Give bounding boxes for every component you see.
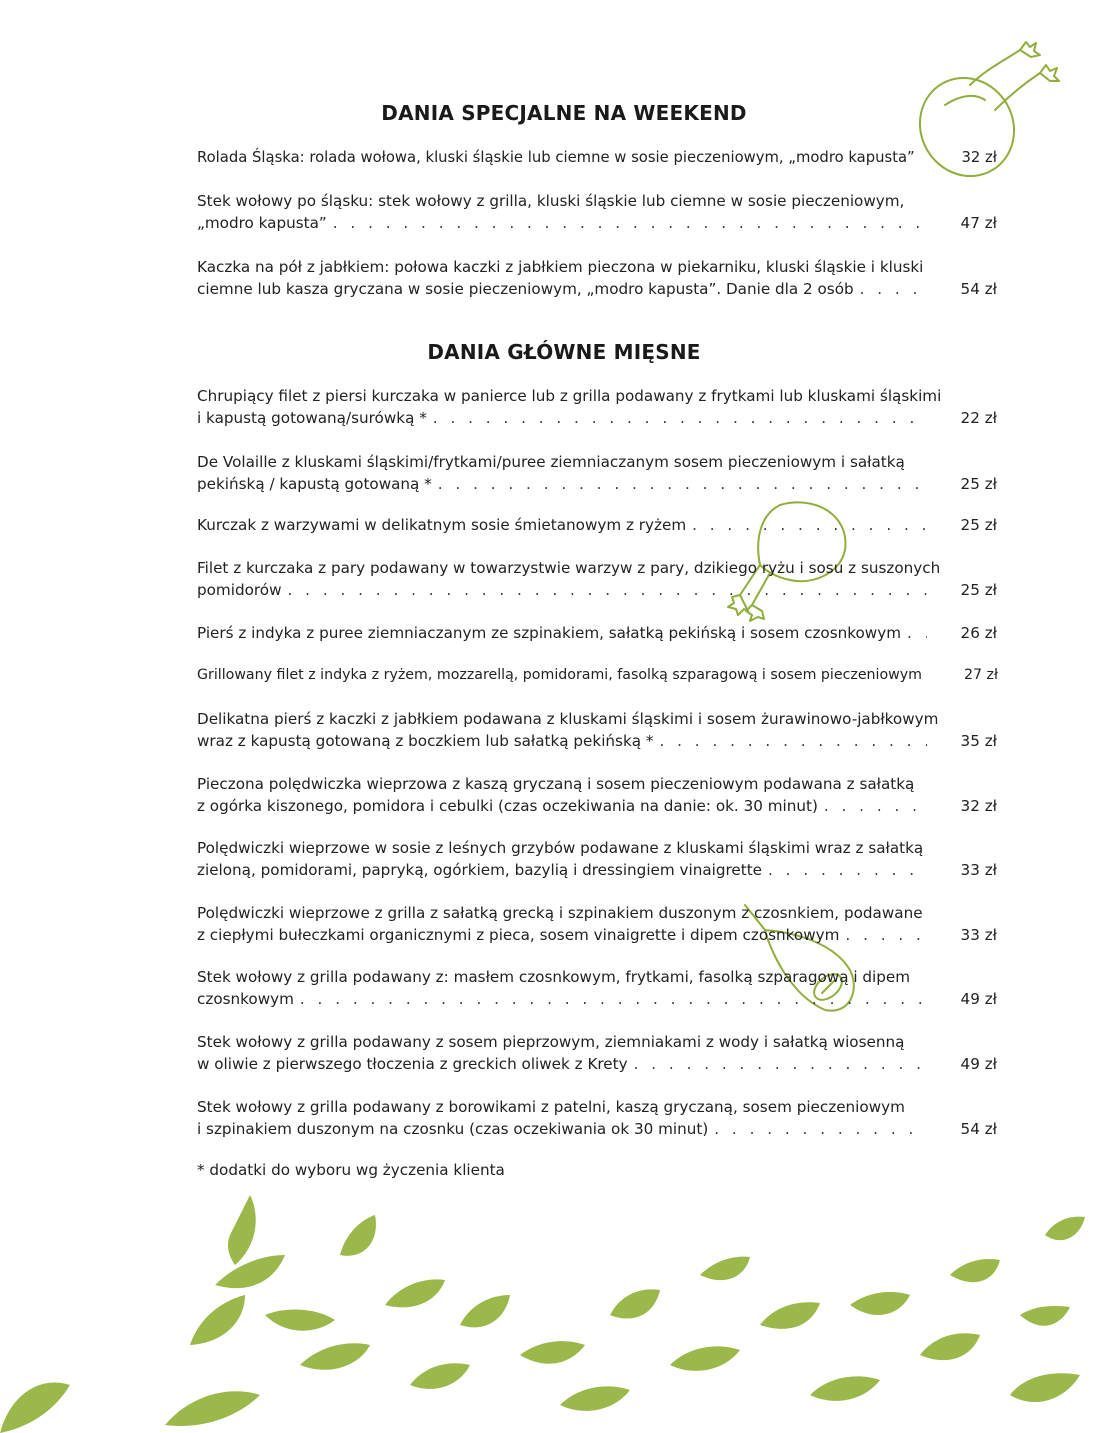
menu-item-description: czosnkowym	[197, 990, 294, 1008]
menu-item-price: 25 zł	[960, 475, 997, 493]
menu-item-price: 25 zł	[960, 581, 997, 599]
menu-item-last-line	[197, 407, 997, 429]
menu-item-description: Kaczka na pół z jabłkiem: połowa kaczki z jabłkiem pieczona w piekarniku, kluski śląskie i kluski	[197, 258, 924, 276]
menu-item-last-line	[197, 795, 997, 817]
dot-leader	[433, 407, 927, 429]
menu-item-price: 26 zł	[960, 624, 997, 642]
menu-item-description: pomidorów	[197, 581, 282, 599]
dot-leader	[768, 859, 927, 881]
menu-item-description: Kurczak z warzywami w delikatnym sosie śmietanowym z ryżem	[197, 516, 687, 534]
menu-item-price: 47 zł	[960, 214, 997, 232]
menu-item-description: z ogórka kiszonego, pomidora i cebulki (czas oczekiwania na danie: ok. 30 minut)	[197, 797, 818, 815]
menu-item-description: Stek wołowy z grilla podawany z sosem pieprzowym, ziemniakami z wody i sałatką wiosenną	[197, 1033, 905, 1051]
menu-item	[197, 557, 997, 601]
menu-item-last-line	[197, 859, 997, 881]
menu-item-description: Rolada Śląska: rolada wołowa, kluski śląskie lub ciemne w sosie pieczeniowym, „modro kapusta”	[197, 149, 915, 166]
menu-item-price: 33 zł	[960, 861, 997, 879]
menu-item-price: 54 zł	[960, 1120, 997, 1138]
menu-item-description: pekińską / kapustą gotowaną *	[197, 475, 432, 493]
menu-item-description: w oliwie z pierwszego tłoczenia z greckich oliwek z Krety	[197, 1055, 628, 1073]
menu-item	[197, 190, 997, 234]
section-title-main: DANIA GŁÓWNE MIĘSNE	[427, 340, 701, 364]
menu-item	[197, 708, 997, 752]
menu-item-description: Grillowany filet z indyka z ryżem, mozzarellą, pomidorami, fasolką szparagową i sosem pieczeniowym	[197, 667, 922, 683]
menu-item-description: Chrupiący filet z piersi kurczaka w panierce lub z grilla podawany z frytkami lub kluskami śląskimi	[197, 387, 942, 405]
menu-item-description: wraz z kapustą gotowaną z boczkiem lub sałatką pekińską *	[197, 732, 654, 750]
menu-item-description: ciemne lub kasza gryczana w sosie pieczeniowym, „modro kapusta”. Danie dla 2 osób	[197, 280, 854, 298]
menu-item-last-line	[197, 664, 997, 686]
menu-item	[197, 256, 997, 300]
dot-leader	[907, 622, 927, 644]
menu-item-description: Stek wołowy z grilla podawany z: masłem czosnkowym, frytkami, fasolką szparagową i dipem	[197, 968, 911, 986]
menu-item	[197, 1031, 997, 1075]
menu-item	[197, 773, 997, 817]
menu-item-price: 27 zł	[963, 667, 998, 683]
menu-item-description: Polędwiczki wieprzowe z grilla z sałatką grecką i szpinakiem duszonym z czosnkiem, podawane	[197, 904, 923, 922]
menu-item-description: Filet z kurczaka z pary podawany w towarzystwie warzyw z pary, dzikiego ryżu i sosu z suszonych	[197, 559, 941, 577]
menu-item	[197, 385, 997, 429]
dot-leader	[824, 795, 927, 817]
dot-leader	[845, 924, 927, 946]
menu-item-last-line	[197, 514, 997, 536]
footnote: * dodatki do wyboru wg życzenia klienta	[197, 1161, 505, 1179]
menu-item-last-line	[197, 924, 997, 946]
dot-leader	[860, 278, 927, 300]
menu-item-price: 25 zł	[960, 516, 997, 534]
menu-item	[197, 1096, 997, 1140]
dot-leader	[634, 1053, 927, 1075]
menu-item-last-line	[197, 988, 997, 1010]
menu-item-description: Stek wołowy z grilla podawany z borowikami z patelni, kaszą gryczaną, sosem pieczeniowym	[197, 1098, 905, 1116]
menu-item-description: i kapustą gotowaną/surówką *	[197, 409, 427, 427]
menu-item	[197, 664, 997, 686]
section-title-weekend: DANIA SPECJALNE NA WEEKEND	[381, 101, 747, 125]
menu-item-last-line	[197, 622, 997, 644]
dot-leader	[300, 988, 927, 1010]
menu-item-last-line	[197, 579, 997, 601]
menu-item-description: Stek wołowy po śląsku: stek wołowy z grilla, kluski śląskie lub ciemne w sosie pieczeniowym,	[197, 192, 905, 210]
dot-leader	[714, 1118, 927, 1140]
menu-item-last-line	[197, 473, 997, 495]
menu-item-price: 32 zł	[961, 149, 997, 166]
dot-leader	[692, 514, 927, 536]
dot-leader	[288, 579, 927, 601]
menu-item-last-line	[197, 212, 997, 234]
menu-item-price: 49 zł	[960, 1055, 997, 1073]
menu-item	[197, 902, 997, 946]
menu-item	[197, 514, 997, 536]
menu-item-last-line	[197, 147, 997, 169]
menu-item-description: zieloną, pomidorami, papryką, ogórkiem, bazylią i dressingiem vinaigrette	[197, 861, 763, 879]
menu-item-description: Pieczona polędwiczka wieprzowa z kaszą gryczaną i sosem pieczeniowym podawana z sałatką	[197, 775, 915, 793]
menu-item-price: 35 zł	[960, 732, 997, 750]
menu-item-price: 22 zł	[960, 409, 997, 427]
menu-item-description: „modro kapusta”	[197, 214, 327, 232]
menu-item-price: 49 zł	[960, 990, 997, 1008]
menu-item	[197, 837, 997, 881]
menu-item-last-line	[197, 278, 997, 300]
menu-item-price: 32 zł	[960, 797, 997, 815]
menu-item	[197, 966, 997, 1010]
menu-item-description: Polędwiczki wieprzowe w sosie z leśnych grzybów podawane z kluskami śląskimi wraz z sałatką	[197, 839, 924, 857]
menu-item	[197, 451, 997, 495]
menu-item-last-line	[197, 1118, 997, 1140]
leaves-decoration	[0, 1195, 1100, 1433]
menu-item-description: Delikatna pierś z kaczki z jabłkiem podawana z kluskami śląskimi i sosem żurawinowo-jabłkowym	[197, 710, 939, 728]
menu-item-description: i szpinakiem duszonym na czosnku (czas oczekiwania ok 30 minut)	[197, 1120, 709, 1138]
dot-leader	[659, 730, 927, 752]
menu-item-last-line	[197, 730, 997, 752]
menu-item-description: z ciepłymi bułeczkami organicznymi z pieca, sosem vinaigrette i dipem czosnkowym	[197, 926, 840, 944]
dot-leader	[333, 212, 927, 234]
menu-item	[197, 622, 997, 644]
menu-item	[197, 147, 997, 169]
menu-item-description: Pierś z indyka z puree ziemniaczanym ze szpinakiem, sałatką pekińską i sosem czosnkowym	[197, 624, 902, 642]
dot-leader	[438, 473, 927, 495]
menu-item-price: 54 zł	[960, 280, 997, 298]
menu-item-description: De Volaille z kluskami śląskimi/frytkami/puree ziemniaczanym sosem pieczeniowym i sałatką	[197, 453, 905, 471]
menu-item-price: 33 zł	[960, 926, 997, 944]
menu-item-last-line	[197, 1053, 997, 1075]
